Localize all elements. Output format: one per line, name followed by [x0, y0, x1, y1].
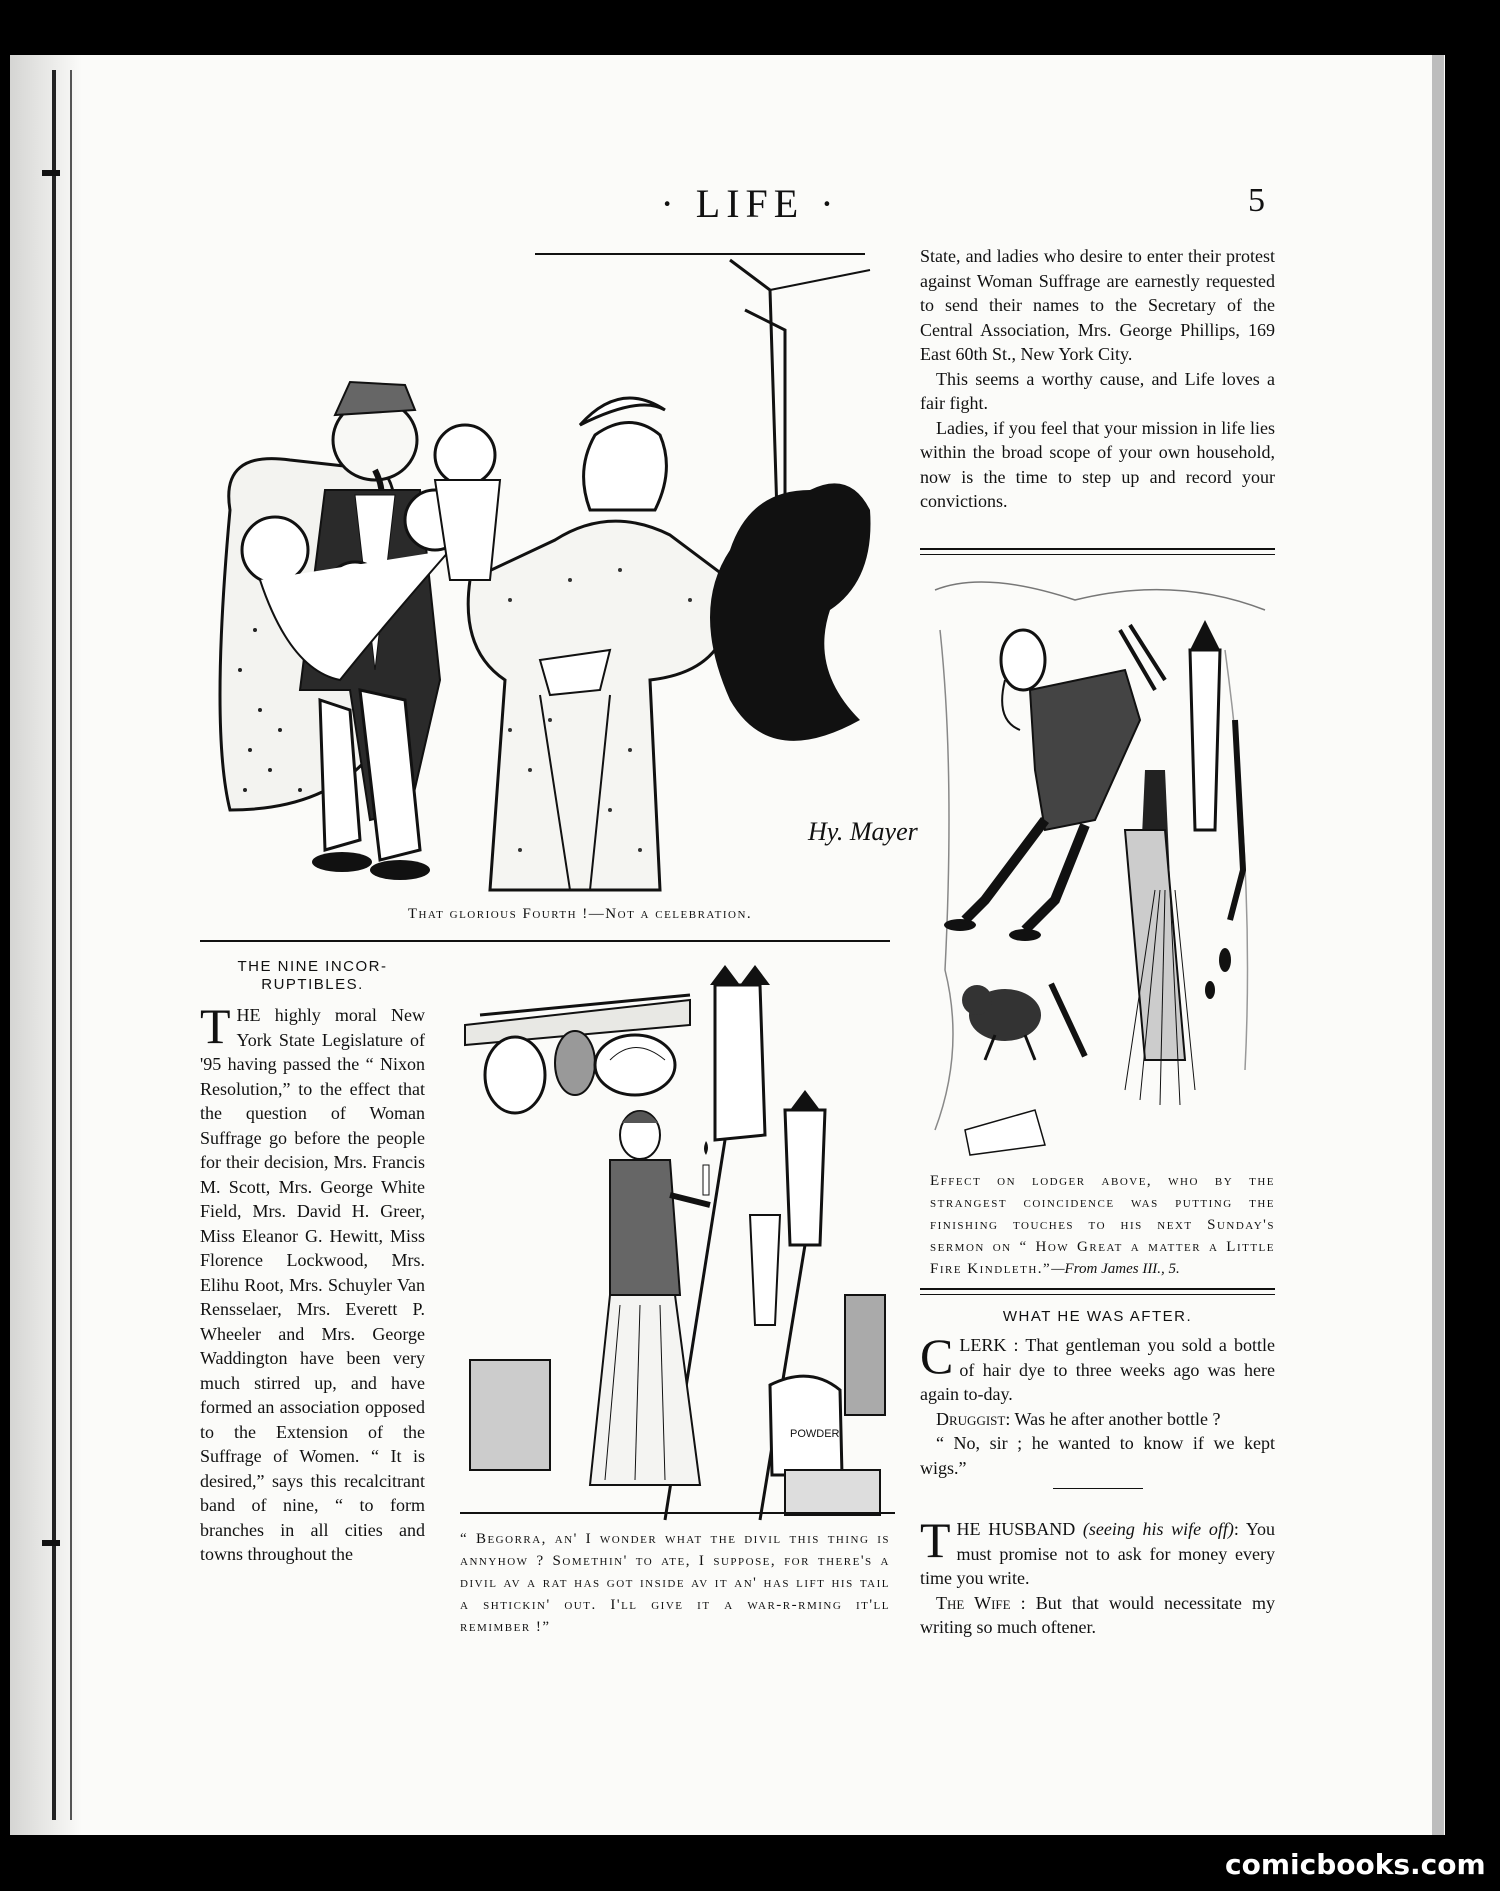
wife-text: But that would necessitate my writing so much oftener. — [920, 1592, 1275, 1637]
caption-begorra: “ Begorra, an' I wonder what the divil this thing is annyhow ? Somethin' to ate, I suppose, for there's a divil av a rat has got inside av it an' has lift his tail a shtickin' out. I'll give it a war-r-rming it'll remimber !” — [460, 1531, 890, 1635]
husband-line — [920, 1512, 1276, 1591]
binding-line-secondary — [70, 70, 72, 1820]
caption-lodger — [930, 1170, 1275, 1280]
caption-lodger-main: Effect on lodger above, who by the strangest coincidence was putting the finishing touches to his next Sunday's sermon on “ How Great a matter a Little Fire Kindleth.” — [930, 1173, 1275, 1277]
dropcap: T — [200, 998, 231, 1054]
clerk-line — [920, 1328, 1275, 1407]
druggist-text: Was he after another bottle ? — [1014, 1408, 1221, 1429]
heading-nine-incorruptibles: THE NINE INCOR-RUPTIBLES. — [237, 958, 388, 993]
double-rule-2-inner — [920, 1294, 1275, 1295]
dropcap: C — [920, 1328, 954, 1384]
binding-shadow — [10, 55, 90, 1835]
dropcap: T — [920, 1512, 951, 1568]
cartoon-begorra-illustration — [460, 965, 895, 1520]
paragraph: This seems a worthy cause, and Life loves a fair fight. — [920, 368, 1275, 413]
rule-under-caption — [200, 940, 890, 942]
artist-signature: Hy. Mayer — [808, 817, 918, 846]
cartoon-fourth-illustration — [210, 250, 918, 890]
page-number: 5 — [1248, 182, 1265, 219]
paragraph: Ladies, if you feel that your mission in life lies within the broad scope of your own household, now is the time to step up and record your convictions. — [920, 417, 1275, 511]
wife-label: The Wife : — [936, 1592, 1026, 1613]
cartoon-lodger-illustration — [925, 570, 1275, 1160]
nine-incorruptibles-article — [200, 998, 425, 1567]
paragraph: State, and ladies who desire to enter their protest against Woman Suffrage are earnestly requested to send their names to the Secretary of the Central Association, Mrs. George Phillips, 169 East 60th St., New York City. — [920, 246, 1275, 364]
short-divider — [1053, 1488, 1143, 1489]
what-he-was-after-joke — [920, 1328, 1275, 1499]
powder-keg-label: POWDER — [790, 1428, 840, 1440]
page-edge — [1432, 55, 1444, 1835]
double-rule — [920, 548, 1275, 550]
druggist-line — [920, 1407, 1275, 1432]
husband-speaker: HE HUSBAND — [956, 1519, 1076, 1539]
clerk-text: That gentleman you sold a bottle of hair dye to three weeks ago was here again to-day. — [920, 1335, 1275, 1404]
binding-line — [52, 70, 56, 1820]
clerk-label: LERK : — [959, 1335, 1019, 1355]
staple-mark-top — [42, 170, 60, 176]
caption-fourth: That glorious Fourth !—Not a celebration. — [407, 906, 753, 922]
article-body: HE highly moral New York State Legislature of '95 having passed the “ Nixon Resolution,” to the effect that the question of Woman Suffrage go before the people for their decision, Mrs. Francis M. Scott, Mrs. George White Field, Mrs. David H. Greer, Miss Eleanor G. Hewitt, Miss Florence Lockwood, Mrs. Elihu Root, Mrs. Schuyler Van Rensselaer, Mrs. Everett P. Wheeler and Mrs. George Waddington have been very much stirred up, and have formed an association opposed to the Extension of the Suffrage of Women. “ It is desired,” says this recalcitrant band of nine, “ to form branches in all cities and towns throughout the — [200, 1005, 425, 1564]
double-rule-inner — [920, 554, 1275, 555]
druggist-label: Druggist: — [936, 1408, 1011, 1429]
husband-text: : You must promise not to ask for money every time you write. — [920, 1519, 1276, 1588]
wife-line — [920, 1591, 1275, 1640]
staple-mark-bottom — [42, 1540, 60, 1546]
reply-line: “ No, sir ; he wanted to know if we kept wigs.” — [920, 1433, 1275, 1478]
masthead: · LIFE · — [660, 181, 840, 226]
heading-what-he-was-after: WHAT HE WAS AFTER. — [1002, 1308, 1193, 1325]
site-watermark: comicbooks.com — [1225, 1848, 1486, 1881]
stage-direction: (seeing his wife off) — [1082, 1519, 1234, 1539]
double-rule-2 — [920, 1288, 1275, 1290]
caption-lodger-source: —From James III., 5. — [1051, 1261, 1180, 1277]
husband-joke — [920, 1512, 1276, 1640]
right-column-suffrage-text — [920, 244, 1275, 514]
